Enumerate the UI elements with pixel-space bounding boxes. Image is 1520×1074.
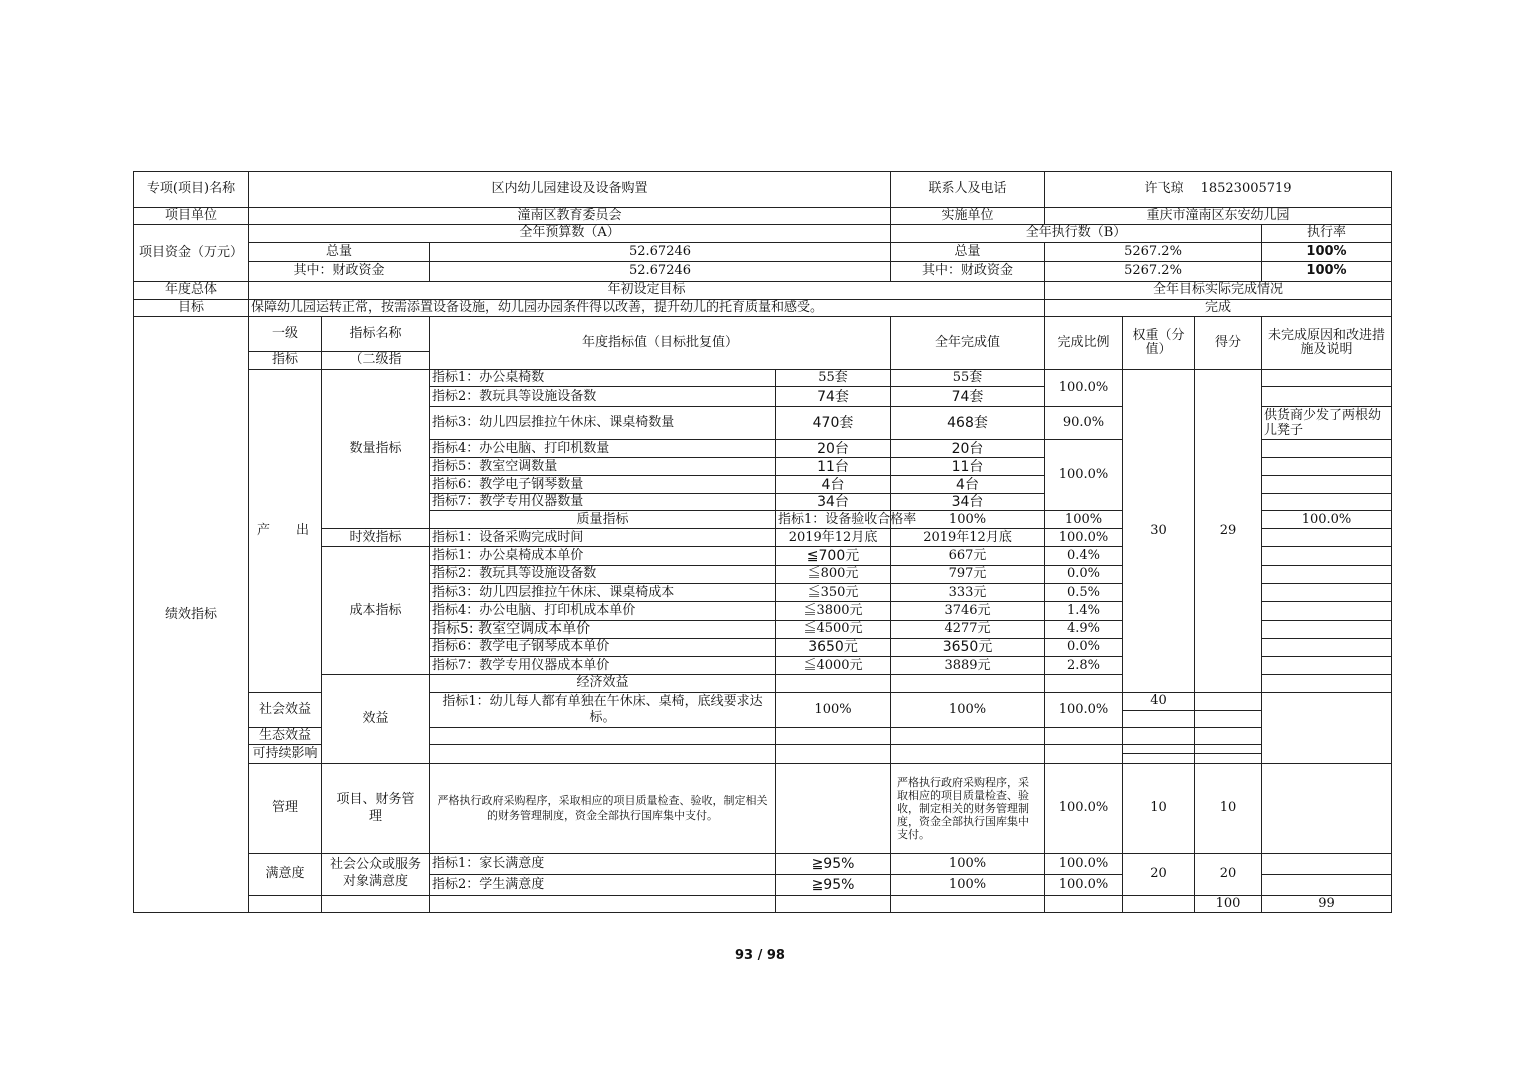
reason-c1	[1262, 547, 1392, 565]
quality-target: 100%	[891, 510, 1045, 528]
col-level1: 一级	[249, 317, 322, 352]
total-exec: 5267.2%	[1045, 243, 1262, 262]
reason-time	[1262, 529, 1392, 547]
cost-ratio-1: 0.4%	[1045, 547, 1123, 565]
fund-label: 项目资金（万元）	[134, 224, 249, 281]
cost-target-2: ≦800元	[776, 565, 891, 583]
page-number: 93 / 98	[735, 948, 785, 963]
quantity-name-1: 指标1：办公桌椅数	[430, 369, 776, 386]
reason-q4	[1262, 439, 1392, 457]
cost-actual-5: 4277元	[891, 620, 1045, 638]
total-blank-7	[1123, 895, 1195, 913]
contact-label: 联系人及电话	[891, 172, 1045, 208]
rate-label: 执行率	[1262, 224, 1392, 242]
quantity-target-7: 34台	[776, 493, 891, 510]
cost-name-6: 指标6：教学电子钢琴成本单价	[430, 638, 776, 656]
satisfaction-weight: 20	[1123, 853, 1195, 895]
quantity-actual-1: 55套	[891, 369, 1045, 386]
satisfaction-target-1: ≧95%	[776, 853, 891, 874]
total-blank-6	[1045, 895, 1123, 913]
quantity-actual-3: 468套	[891, 407, 1045, 439]
cost-ratio-4: 1.4%	[1045, 602, 1123, 620]
output-label: 产 出	[249, 369, 322, 692]
col-level1b: 指标	[249, 351, 322, 369]
social-label: 社会效益	[249, 692, 322, 728]
eco-desc	[430, 728, 776, 745]
cost-target-6: 3650元	[776, 638, 891, 656]
quantity-actual-6: 4台	[891, 476, 1045, 493]
row-fund-header	[134, 224, 1392, 242]
total-budget: 52.67246	[430, 243, 891, 262]
quantity-target-1: 55套	[776, 369, 891, 386]
cost-target-1: ≦700元	[776, 547, 891, 565]
cost-name-2: 指标2：教玩具等设施设备数	[430, 565, 776, 583]
sustain-desc	[430, 745, 776, 763]
quantity-row-1	[134, 369, 1392, 386]
cost-ratio-2: 0.0%	[1045, 565, 1123, 583]
eco-score-b	[1123, 745, 1195, 754]
goal-set-label: 年初设定目标	[249, 281, 1045, 299]
impl-value: 重庆市潼南区东安幼儿园	[1045, 207, 1392, 224]
quantity-actual-7: 34台	[891, 493, 1045, 510]
project-name-label: 专项(项目)名称	[134, 172, 249, 208]
satisfaction-name: 社会公众或服务对象满意度	[322, 853, 430, 895]
quantity-ratio-a: 100.0%	[1045, 369, 1123, 407]
col-score: 得分	[1195, 317, 1262, 370]
economic-ratio	[1262, 675, 1392, 692]
reason-c4	[1262, 602, 1392, 620]
total-blank-4	[776, 895, 891, 913]
sustain-target	[776, 745, 891, 763]
col-name: 指标名称	[322, 317, 430, 352]
goal-label-1: 年度总体	[134, 281, 249, 299]
total-blank-3	[430, 895, 776, 913]
management-score: 10	[1195, 763, 1262, 853]
cost-label: 成本指标	[322, 547, 430, 675]
reason-q2	[1262, 387, 1392, 407]
satisfaction-label: 满意度	[249, 853, 322, 895]
quantity-actual-5: 11台	[891, 458, 1045, 476]
cost-ratio-5: 4.9%	[1045, 620, 1123, 638]
reason-management	[1262, 763, 1392, 853]
fiscal-label: 其中：财政资金	[249, 262, 430, 281]
reason-q5	[1262, 458, 1392, 476]
cost-name-4: 指标4：办公电脑、打印机成本单价	[430, 602, 776, 620]
reason-eco	[1195, 728, 1262, 745]
reason-q7	[1262, 493, 1392, 510]
exec-label: 全年执行数（B）	[891, 224, 1262, 242]
fiscal-rate: 100%	[1262, 262, 1392, 281]
reason-q3: 供货商少发了两根幼儿凳子	[1262, 407, 1392, 439]
eco-score	[1123, 728, 1195, 745]
cost-actual-4: 3746元	[891, 602, 1045, 620]
satisfaction-ratio-1: 100.0%	[1045, 853, 1123, 874]
col-weight: 权重（分值）	[1123, 317, 1195, 370]
col-ratio: 完成比例	[1045, 317, 1123, 370]
row-unit	[134, 207, 1392, 224]
reason-social-a	[1195, 692, 1262, 710]
col-name-b: （二级指	[322, 351, 430, 369]
cost-name-3: 指标3：幼儿四层推拉午休床、课桌椅成本	[430, 583, 776, 601]
satisfaction-item-2: 指标2：学生满意度	[430, 874, 776, 895]
cost-target-3: ≦350元	[776, 583, 891, 601]
contact-value: 许飞琼 18523005719	[1045, 172, 1392, 208]
quantity-name-4: 指标4：办公电脑、打印机数量	[430, 439, 776, 457]
row-col-header-1	[134, 317, 1392, 352]
sustain-label: 可持续影响	[249, 745, 322, 763]
quantity-target-5: 11台	[776, 458, 891, 476]
satisfaction-actual-2: 100%	[891, 874, 1045, 895]
total-blank-2	[322, 895, 430, 913]
cost-name-1: 指标1：办公桌椅成本单价	[430, 547, 776, 565]
time-target: 2019年12月底	[776, 529, 891, 547]
reason-c6	[1262, 638, 1392, 656]
cost-target-4: ≦3800元	[776, 602, 891, 620]
row-goal	[134, 299, 1392, 316]
quantity-target-2: 74套	[776, 387, 891, 407]
unit-value: 潼南区教育委员会	[249, 207, 891, 224]
time-label: 时效指标	[322, 529, 430, 547]
satisfaction-actual-1: 100%	[891, 853, 1045, 874]
goal-actual-label: 全年目标实际完成情况	[1045, 281, 1392, 299]
management-weight: 10	[1123, 763, 1195, 853]
cost-ratio-6: 0.0%	[1045, 638, 1123, 656]
cost-ratio-3: 0.5%	[1045, 583, 1123, 601]
row-fund-fiscal	[134, 262, 1392, 281]
fiscal-exec: 5267.2%	[1045, 262, 1262, 281]
management-ratio: 100.0%	[1045, 763, 1123, 853]
cost-name-5: 指标5: 教室空调成本单价	[430, 620, 776, 638]
quantity-target-4: 20台	[776, 439, 891, 457]
quantity-name-3: 指标3：幼儿四层推拉午休床、课桌椅数量	[430, 407, 776, 439]
col-reason: 未完成原因和改进措施及说明	[1262, 317, 1392, 370]
total-label: 总量	[249, 243, 430, 262]
management-row	[134, 763, 1392, 853]
quantity-label: 数量指标	[322, 369, 430, 528]
budget-label: 全年预算数（A）	[249, 224, 891, 242]
economic-desc	[776, 675, 891, 692]
goal-set: 保障幼儿园运转正常，按需添置设备设施，幼儿园办园条件得以改善，提升幼儿的托育质量和感受。	[249, 299, 1045, 316]
col-annual-value: 年度指标值（目标批复值）	[430, 317, 891, 370]
benefit-label: 效益	[322, 675, 430, 763]
reason-sustain	[1195, 754, 1262, 763]
benefit-score: 40	[1123, 692, 1195, 710]
quantity-target-3: 470套	[776, 407, 891, 439]
reason-social-b	[1195, 710, 1262, 727]
eco-ratio	[1045, 728, 1123, 745]
cost-target-5: ≦4500元	[776, 620, 891, 638]
satisfaction-score: 20	[1195, 853, 1262, 895]
satisfaction-target-2: ≧95%	[776, 874, 891, 895]
reason-eco-b	[1195, 745, 1262, 754]
output-weight: 30	[1123, 369, 1195, 692]
economic-label: 经济效益	[430, 675, 776, 692]
satisfaction-row-1	[134, 853, 1392, 874]
fiscal-exec-label: 其中：财政资金	[891, 262, 1045, 281]
social-actual: 100%	[891, 692, 1045, 728]
row-goal-header	[134, 281, 1392, 299]
satisfaction-ratio-2: 100.0%	[1045, 874, 1123, 895]
quality-name: 指标1：设备验收合格率	[776, 510, 891, 528]
cost-actual-1: 667元	[891, 547, 1045, 565]
output-score: 29	[1195, 369, 1262, 692]
row-project-name	[134, 172, 1392, 208]
cost-name-7: 指标7：教学专用仪器成本单价	[430, 657, 776, 675]
eco-actual	[891, 728, 1045, 745]
sustain-score	[1123, 754, 1195, 763]
social-desc: 指标1：幼儿每人都有单独在午休床、桌椅，底线要求达标。	[430, 692, 776, 728]
reason-c5	[1262, 620, 1392, 638]
total-blank-1	[249, 895, 322, 913]
social-score-blank	[1123, 710, 1195, 727]
cost-target-7: ≦4000元	[776, 657, 891, 675]
totals-row	[134, 895, 1392, 913]
fiscal-budget: 52.67246	[430, 262, 891, 281]
time-actual: 2019年12月底	[891, 529, 1045, 547]
management-desc: 严格执行政府采购程序，采取相应的项目质量检查、验收，制定相关的财务管理制度，资金全部执行国库集中支付。	[430, 763, 776, 853]
time-name: 指标1：设备采购完成时间	[430, 529, 776, 547]
unit-label: 项目单位	[134, 207, 249, 224]
sustain-actual	[891, 745, 1045, 763]
quantity-name-5: 指标5：教室空调数量	[430, 458, 776, 476]
project-name: 区内幼儿园建设及设备购置	[249, 172, 891, 208]
total-blank-5	[891, 895, 1045, 913]
col-actual: 全年完成值	[891, 317, 1045, 370]
economic-target	[891, 675, 1045, 692]
goal-actual: 完成	[1045, 299, 1392, 316]
quality-ratio: 100.0%	[1262, 510, 1392, 528]
reason-q6	[1262, 476, 1392, 493]
total-weight: 100	[1195, 895, 1262, 913]
goal-label-2: 目标	[134, 299, 249, 316]
quantity-name-2: 指标2：教玩具等设施设备数	[430, 387, 776, 407]
cost-actual-6: 3650元	[891, 638, 1045, 656]
satisfaction-item-1: 指标1：家长满意度	[430, 853, 776, 874]
total-exec-label: 总量	[891, 243, 1045, 262]
reason-c3	[1262, 583, 1392, 601]
quantity-actual-4: 20台	[891, 439, 1045, 457]
eco-target	[776, 728, 891, 745]
quantity-actual-2: 74套	[891, 387, 1045, 407]
quality-label: 质量指标	[430, 510, 776, 528]
quantity-ratio-c: 100.0%	[1045, 439, 1123, 510]
quantity-target-6: 4台	[776, 476, 891, 493]
management-label: 管理	[249, 763, 322, 853]
cost-ratio-7: 2.8%	[1045, 657, 1123, 675]
time-ratio: 100.0%	[1045, 529, 1123, 547]
cost-actual-2: 797元	[891, 565, 1045, 583]
social-target: 100%	[776, 692, 891, 728]
reason-c2	[1262, 565, 1392, 583]
quantity-name-6: 指标6：教学电子钢琴数量	[430, 476, 776, 493]
total-rate: 100%	[1262, 243, 1392, 262]
management-actual: 严格执行政府采购程序，采取相应的项目质量检查、验收，制定相关的财务管理制度，资金全部执行国库集中支付。	[891, 763, 1045, 853]
management-target	[776, 763, 891, 853]
reason-sat-2	[1262, 874, 1392, 895]
reason-q1	[1262, 369, 1392, 386]
reason-c7	[1262, 657, 1392, 675]
management-name: 项目、财务管理	[322, 763, 430, 853]
quantity-name-7: 指标7：教学专用仪器数量	[430, 493, 776, 510]
eco-label: 生态效益	[249, 728, 322, 745]
performance-table	[133, 171, 1392, 913]
social-ratio: 100.0%	[1045, 692, 1123, 728]
sustain-ratio	[1045, 745, 1123, 763]
quality-actual: 100%	[1045, 510, 1123, 528]
economic-actual	[1045, 675, 1123, 692]
reason-sat-1	[1262, 853, 1392, 874]
quantity-ratio-b: 90.0%	[1045, 407, 1123, 439]
total-score: 99	[1262, 895, 1392, 913]
perf-label: 绩效指标	[134, 317, 249, 913]
cost-actual-7: 3889元	[891, 657, 1045, 675]
impl-label: 实施单位	[891, 207, 1045, 224]
cost-actual-3: 333元	[891, 583, 1045, 601]
row-fund-total	[134, 243, 1392, 262]
